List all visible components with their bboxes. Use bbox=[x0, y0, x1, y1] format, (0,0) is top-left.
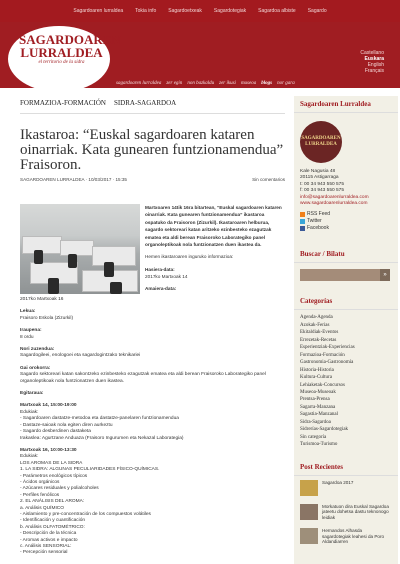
day2-line: - Parámetros enológicos típicos bbox=[20, 473, 88, 479]
category-link[interactable]: Ekitaldiak-Eventos bbox=[300, 330, 339, 336]
day1-title: Martxoak 14, 15:00-19:00 bbox=[20, 403, 77, 409]
category-link[interactable]: Museoa-Museoak bbox=[300, 389, 336, 395]
nav-item-nor-gara[interactable]: nor gara bbox=[277, 81, 295, 86]
day2-line: - Ácidos orgánicos bbox=[20, 479, 60, 485]
nav-item-zer-egin[interactable]: zer egin bbox=[166, 81, 183, 86]
logo-subtitle: el territorio de la sidra bbox=[38, 60, 85, 65]
category-link[interactable]: Kultura-Cultura bbox=[300, 375, 332, 381]
lang-castellano[interactable]: Castellano bbox=[360, 50, 384, 56]
fax-line: f: 00 34 943 550 575 bbox=[300, 188, 345, 194]
place-label: Lekua: bbox=[20, 309, 36, 315]
recent-post-title: Sagardoa 2017 bbox=[322, 479, 354, 485]
topbar-link-4[interactable]: Sagardotegiak bbox=[213, 8, 247, 14]
recent-post[interactable] bbox=[294, 500, 398, 525]
phone-line: t: 00 34 943 550 575 bbox=[300, 181, 345, 187]
classroom-photo bbox=[20, 204, 140, 294]
social-facebook-label: Facebook bbox=[307, 225, 329, 232]
lang-francais[interactable]: Français bbox=[364, 68, 384, 74]
article-body bbox=[20, 297, 285, 557]
main-content bbox=[20, 96, 285, 557]
day2-line: - Perfiles fenólicos bbox=[20, 492, 60, 498]
breadcrumb-item-formazioa[interactable]: FORMAZIOA-FORMACIÓN bbox=[20, 99, 106, 107]
social-links bbox=[294, 207, 398, 236]
search-box bbox=[294, 263, 398, 287]
goal-label: Gai orokorra: bbox=[20, 365, 51, 371]
day2-line: 1. LA SIDRA: ALGUNAS PECULIARIDADES FÍSICO-QUÍMICAS. bbox=[20, 467, 160, 473]
nav-item-museoa[interactable]: museoa bbox=[240, 81, 257, 86]
recent-post-thumbnail bbox=[300, 480, 318, 496]
day2-label: Edukiak: bbox=[20, 454, 39, 460]
recent-post-title: Hernandos Alhasda sagardotegiak leahesi da Poro Aldandiarren bbox=[322, 528, 385, 545]
category-link[interactable]: Sidrerías-Sagardotegiak bbox=[300, 427, 349, 433]
nav-item-sagardoaren-lurraldea[interactable]: sagardoaren lurraldea bbox=[116, 81, 162, 86]
category-link[interactable]: Formazioa-Formación bbox=[300, 352, 345, 358]
audience-value: Sagardogileei, enologoei eta sagardogintzako teknikariei bbox=[20, 353, 141, 359]
language-switcher bbox=[360, 50, 384, 74]
category-list bbox=[294, 310, 398, 452]
category-link[interactable]: Prentsa-Prensa bbox=[300, 397, 330, 403]
recent-post-thumbnail bbox=[300, 528, 318, 544]
topbar-link-5[interactable]: Sagardoa albiste bbox=[258, 8, 296, 14]
hours-label: Iraupena: bbox=[20, 328, 42, 334]
category-link[interactable]: Agenda-Agenda bbox=[300, 315, 333, 321]
day1-line: - Dastaze-saioak nola egiten diren aurkeztu bbox=[20, 422, 113, 428]
search-button[interactable]: » bbox=[380, 269, 390, 281]
day2-line: - Azúcares residuales y polialcoholes bbox=[20, 486, 99, 492]
social-rss-label: RSS Feed bbox=[307, 211, 331, 218]
recent-post[interactable] bbox=[294, 524, 398, 549]
address-line: Kale Nagusia 48 bbox=[300, 169, 336, 174]
nav-item-zer-ikusi[interactable]: zer ikusi bbox=[219, 81, 236, 86]
audience-label: Nori zuzendua: bbox=[20, 347, 55, 353]
facebook-icon bbox=[300, 226, 305, 231]
comments-link[interactable]: Sin comentarios bbox=[252, 177, 285, 182]
day2-line: - Aislamiento y pre-concentración de los compuestos volátiles bbox=[20, 511, 151, 517]
place-value: Fraisoro Eskola (Zizurkil) bbox=[20, 315, 74, 321]
intro-text bbox=[145, 204, 285, 294]
lang-english[interactable]: English bbox=[367, 62, 384, 68]
day2-line: LOS AROMAS DE LA SIDRA bbox=[20, 460, 83, 466]
nav-item-blogs[interactable]: blogs bbox=[261, 81, 273, 86]
category-link[interactable]: Azokak-Ferias bbox=[300, 322, 330, 328]
end-label: Amaiera-data: bbox=[145, 285, 177, 291]
address-line: 20115 Astigarraga bbox=[300, 175, 339, 181]
category-link[interactable]: Turismoa-Turismo bbox=[300, 442, 338, 448]
start-label: Hasiera-data: bbox=[145, 266, 175, 272]
breadcrumb-item-sidra[interactable]: SIDRA-SAGARDOA bbox=[113, 99, 177, 107]
day2-line: - Aromas activos e impacto bbox=[20, 537, 78, 543]
social-rss[interactable] bbox=[300, 211, 392, 218]
day1-line: Irakaslea: Agurtzane Anduaza (Fraisoro Ingurumen eta Nekazal Laborategia) bbox=[20, 435, 184, 441]
day2-line: - Identificación y cuantificación bbox=[20, 518, 86, 524]
day2-line: - Percepción sensorial bbox=[20, 550, 68, 556]
breadcrumb bbox=[20, 96, 285, 114]
day2-line: c. Análisis SENSORIAL: bbox=[20, 544, 72, 549]
day1-line: - Sagardo desberdinen dastaketa bbox=[20, 429, 91, 435]
email-link[interactable]: info@sagardoarenlurraldea.com bbox=[300, 194, 369, 200]
lang-euskara[interactable]: Euskara bbox=[364, 56, 384, 62]
topbar-link-3[interactable]: Sagardoetxeak bbox=[168, 8, 202, 14]
recent-posts-title: Post Recientes bbox=[294, 459, 398, 476]
main-nav bbox=[116, 81, 295, 86]
hours-value: 8 ordu bbox=[20, 334, 34, 340]
category-link[interactable]: Gastronomia-Gastronomía bbox=[300, 360, 354, 366]
day2-line: 2. EL ANÁLISIS DEL AROMA: bbox=[20, 499, 85, 505]
article-title: Ikastaroa: “Euskal sagardoaren kataren oinarriak. Kata gunearen funtzionamendua” Fraisoron. bbox=[20, 127, 284, 173]
topbar-link-2[interactable]: Tokia info bbox=[135, 8, 157, 14]
recent-post-thumbnail bbox=[300, 504, 318, 520]
article-meta bbox=[20, 177, 285, 182]
search-title: Buscar / Bilatu bbox=[294, 246, 398, 263]
topbar-link-1[interactable]: Sagardoaren lurraldea bbox=[73, 8, 124, 14]
article-author-date: SAGARDOAREN LURRALDEA · 10/03/2017 · 15:35 bbox=[20, 177, 127, 182]
register-text: Hemen ikastaroaren inguruko informazioa: bbox=[145, 254, 234, 260]
topbar-link-6[interactable]: Sagardo bbox=[307, 8, 327, 14]
category-link[interactable]: Sagarra-Manzana bbox=[300, 404, 336, 410]
twitter-icon bbox=[300, 219, 305, 224]
sidebar-logo-badge: SAGARDOAREN LURRALDEA bbox=[300, 121, 342, 163]
start-value: 2017ko Martxoak 14 bbox=[145, 274, 188, 280]
day2-line: - Descripción de la técnica bbox=[20, 531, 77, 537]
category-link[interactable]: Historia-Historia bbox=[300, 367, 334, 373]
recent-post[interactable] bbox=[294, 476, 398, 500]
article-intro bbox=[20, 204, 285, 294]
social-facebook[interactable] bbox=[300, 225, 392, 232]
categories-title: Categorías bbox=[294, 293, 398, 310]
sidebar bbox=[294, 96, 398, 564]
day1-line: - Sagardoaren dastatze-metodoa eta dastatze-panelaren funtzionamendua bbox=[20, 416, 179, 422]
category-link[interactable]: Sagastia-Manzanal bbox=[300, 412, 339, 418]
search-input[interactable] bbox=[300, 269, 380, 281]
intro-paragraph: Martxoaren 14tik 16ra bitartean, “Euskal sagardoaren kataren oinarriak. Kata gunearen funtzionamendua” ikastaroa ospatuko da Fraisoron (Zizurkil). Ikastaroaren helburua, sagardo sektoreari katan aritzeko ezinbesteko ezagutzak ematea eta aldi berean Fraisoroko Laborategiko panel organoleptikoak nola funtzionatzen duen ikastea da. bbox=[145, 205, 282, 248]
recent-post-title: Morkatuon dira Euskal Sagardoa jateetu dohetsa dastu teknonogo leidiak bbox=[322, 503, 389, 520]
category-link[interactable]: Lehiaketak-Concursos bbox=[300, 382, 345, 388]
day2-title: Martxoak 16, 10:00-13:30 bbox=[20, 447, 77, 453]
category-link[interactable]: Sin categoría bbox=[300, 434, 327, 440]
sidebar-about-title: Sagardoaren Lurraldea bbox=[294, 96, 398, 113]
nav-item-non-bazkaldu[interactable]: non bazkaldu bbox=[187, 81, 215, 86]
contact-info bbox=[294, 169, 398, 207]
category-link[interactable]: Errezetak-Recetas bbox=[300, 337, 337, 343]
web-link[interactable]: www.sagardoarenlurraldea.com bbox=[300, 201, 368, 207]
schedule-title: Egitaraua: bbox=[20, 391, 44, 397]
logo-title: SAGARDOAREN LURRALDEA bbox=[19, 32, 121, 60]
day2-line: b. Análisis OLFATOMÉTRICO: bbox=[20, 524, 85, 530]
day1-label: Edukiak: bbox=[20, 409, 39, 415]
rss-icon bbox=[300, 212, 305, 217]
category-link[interactable]: Sidra-Sagardoa bbox=[300, 419, 331, 425]
day2-line: a. Análisis QUÍMICO bbox=[20, 505, 64, 511]
category-link[interactable]: Esperientziak-Experiencias bbox=[300, 345, 355, 351]
social-twitter-label: Twitter bbox=[307, 218, 322, 225]
goal-value: Sagardo sektoreari katan sakontzeko ezinbesteko ezagutzak ematea eta aldi berean Fraisoroko Laborategiko panel organoleptikoak nola funtzionatzen duen ikastea. bbox=[20, 372, 266, 384]
end-value: 2017ko Martxoak 16 bbox=[20, 297, 64, 302]
social-twitter[interactable] bbox=[300, 218, 392, 225]
top-utility-bar bbox=[0, 0, 400, 22]
